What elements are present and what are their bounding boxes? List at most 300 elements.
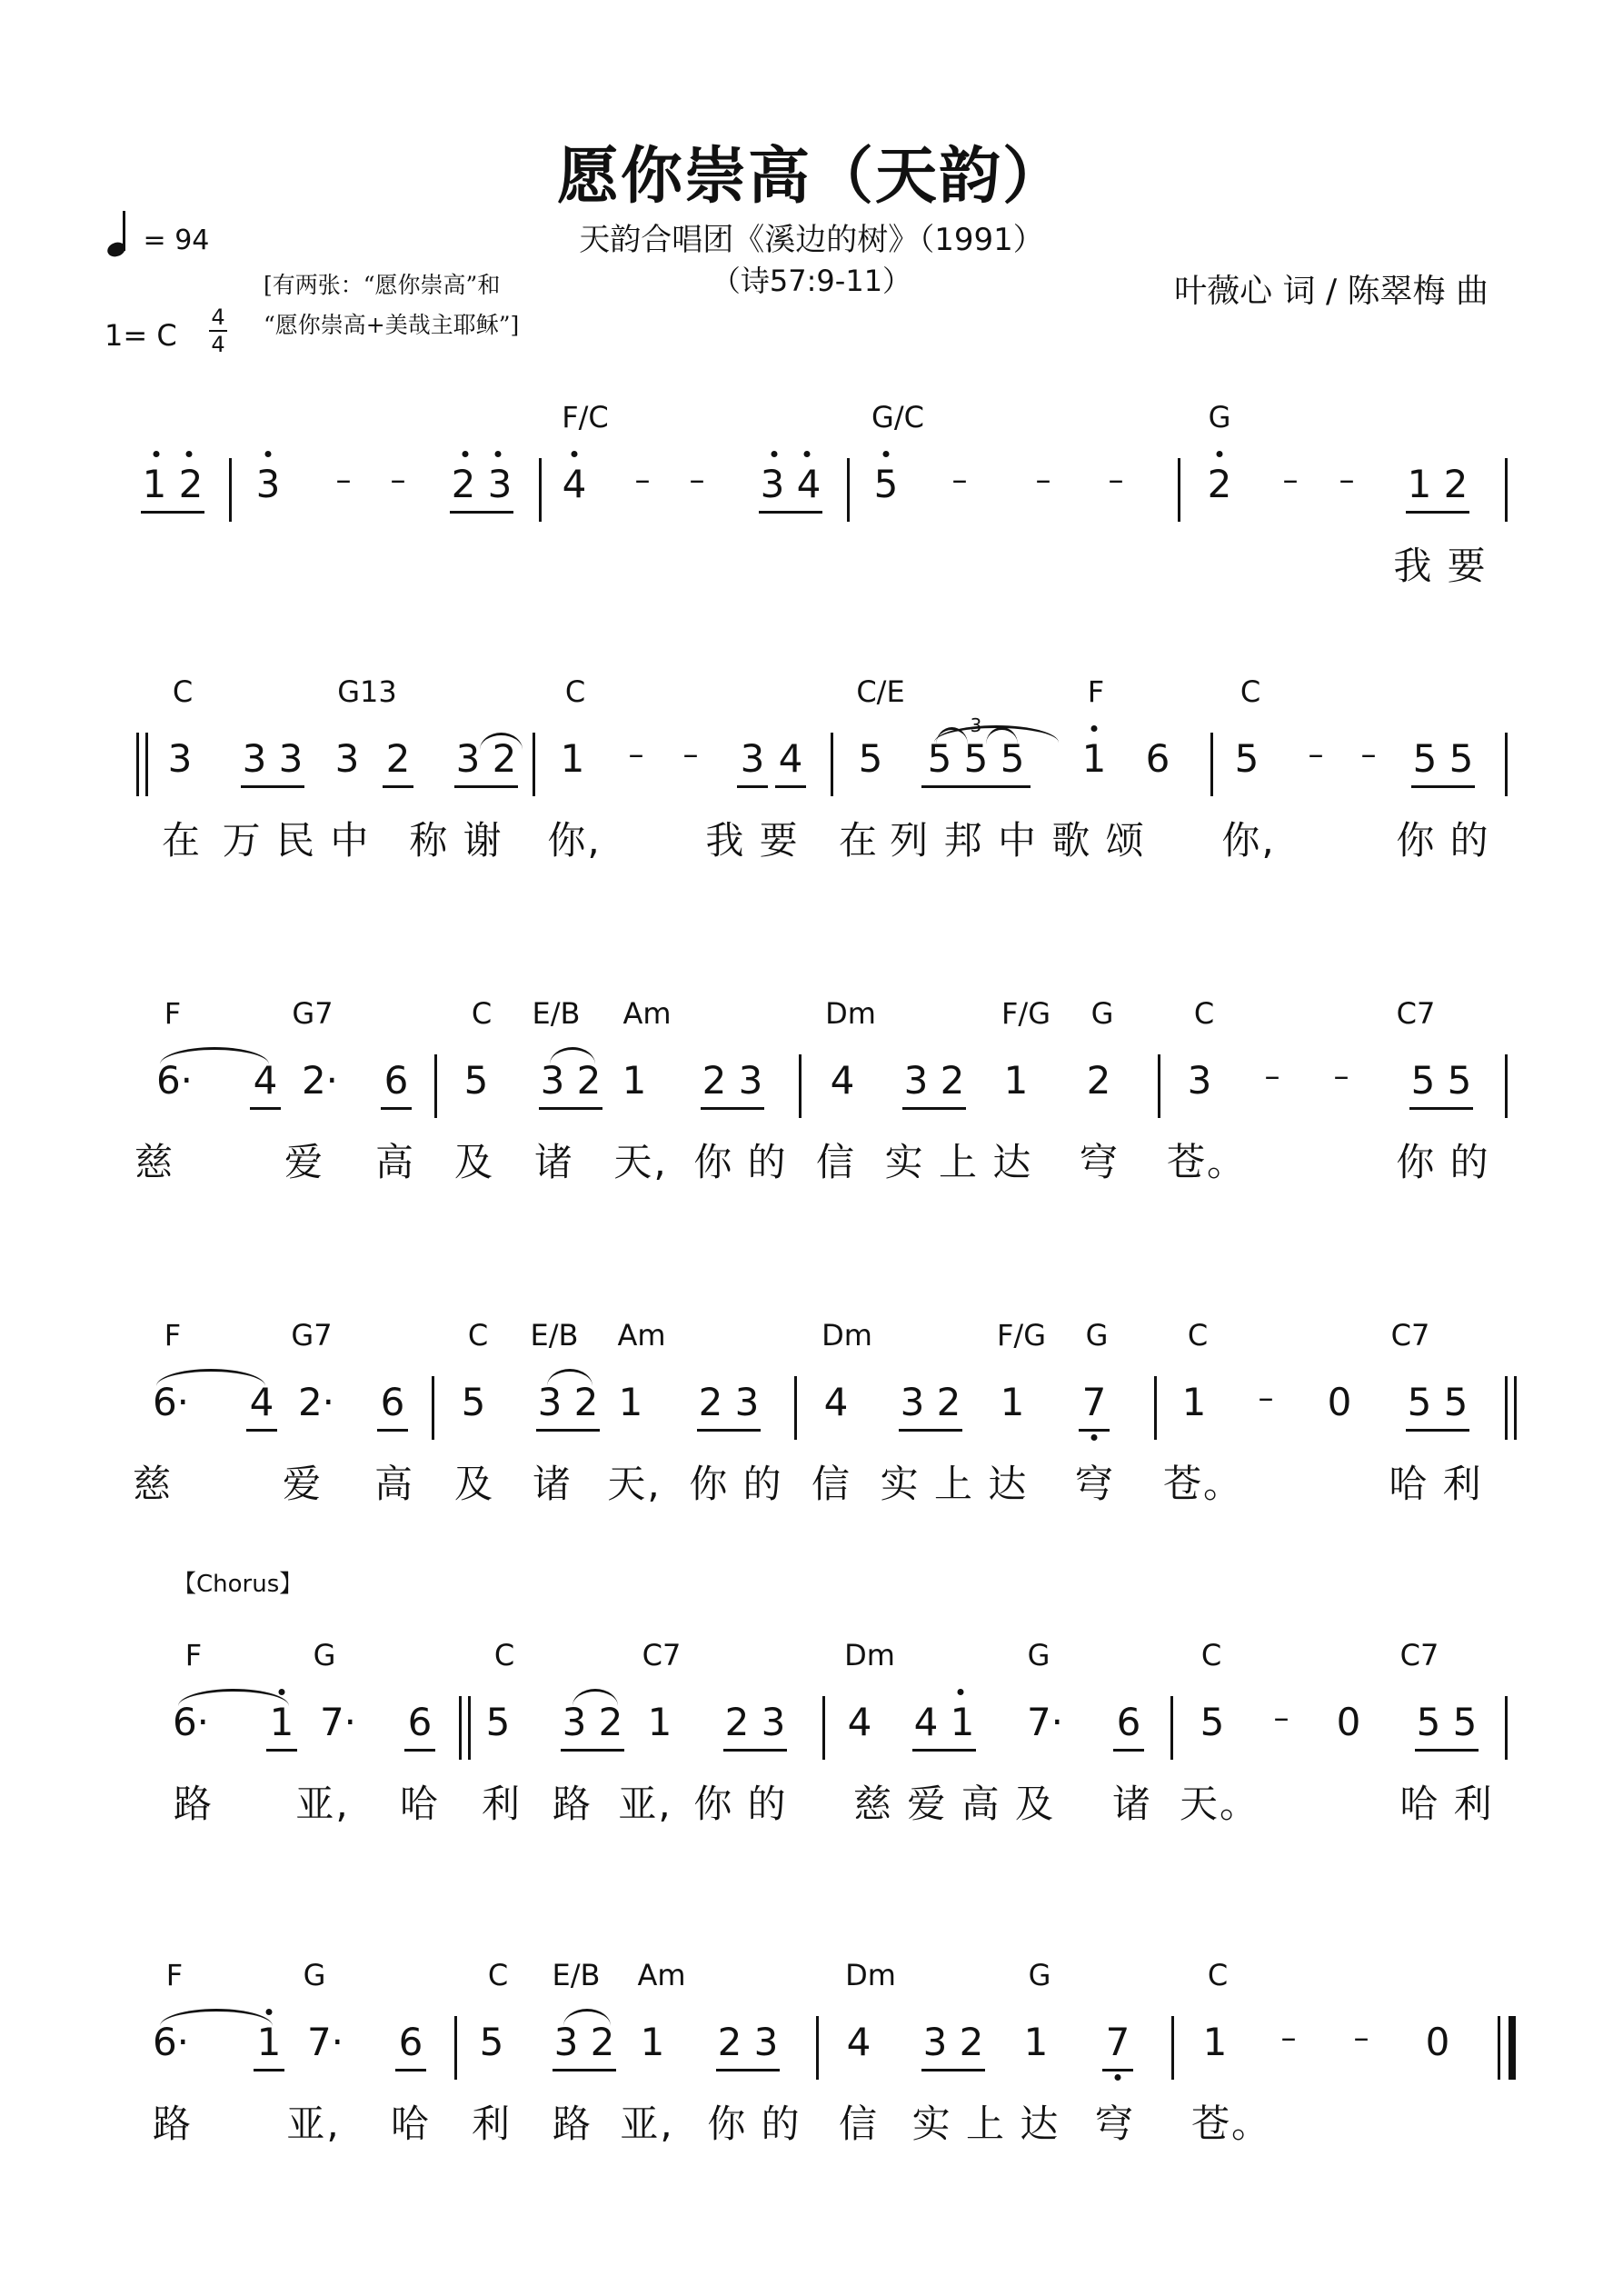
chord-symbol: C [1193,996,1215,1031]
lyric-text: 哈 利 [1399,1782,1494,1826]
note-number: 5 [1234,736,1260,781]
dash-extension: – [951,462,968,498]
octave-high-dot [495,451,502,457]
dash-extension: – [628,736,644,773]
dash-extension: – [634,462,651,498]
eighth-note-underline [377,1429,408,1432]
lyric-text: 我 要 [1393,544,1488,588]
slur-arc [160,1047,269,1064]
dash-extension: – [682,736,699,773]
note-number: 7 [1081,1380,1107,1424]
note-number: 5 5 [1416,1700,1478,1744]
note-number: 2· [301,1058,339,1103]
note-number: 0 [1336,1700,1361,1744]
barline [847,458,850,522]
eighth-note-underline [1406,511,1469,514]
note-number: 3 2 [553,2020,615,2064]
score-row-1 [0,400,1623,700]
chord-symbol: C/E [856,674,905,709]
note-number: 6· [152,1380,190,1424]
slur-arc [480,733,523,750]
eighth-note-underline [454,785,518,788]
octave-high-dot [186,451,193,457]
eighth-note-underline [1113,1749,1144,1752]
octave-low-dot [1115,2074,1121,2081]
lyric-text: 称 谢 [409,818,503,863]
note-number: 2 [1207,462,1232,506]
time-signature-bottom: 4 [211,332,225,357]
note-number: 4 [249,1380,274,1424]
note-number: 3 3 [242,736,304,781]
note-number: 3 2 [540,1058,602,1103]
lyric-text: 你 的 [1396,818,1490,863]
dash-extension: – [1258,1380,1274,1416]
note-number: 5 [463,1058,489,1103]
chord-symbol: G [1027,1638,1050,1672]
dash-extension: – [1273,1700,1289,1736]
dash-extension: – [1333,1058,1349,1094]
chord-symbol: G [1028,1958,1051,1992]
eighth-note-underline [241,785,304,788]
note-number: 2· [297,1380,335,1424]
lyric-text: 亚, [286,2101,341,2146]
note-number: 1 2 [142,462,204,506]
quarter-note-icon [107,211,134,256]
dash-extension: – [1360,736,1377,773]
note-number: 5 5 [1412,736,1474,781]
lyric-text: 爱 [284,1140,325,1184]
song-title: 愿你崇高（天韵） [556,141,1066,213]
barline [533,733,535,796]
lyric-text: 慈 [134,1140,175,1184]
note-number: 4 [830,1058,855,1103]
octave-high-dot [279,1689,285,1695]
lyric-text: 你 的 [693,1140,788,1184]
dash-extension: – [335,462,352,498]
note-number: 1 [1202,2020,1228,2064]
note-number: 2 3 [724,1700,786,1744]
octave-low-dot [1091,1434,1098,1441]
note-number: 7· [306,2020,344,2064]
lyric-text: 哈 [390,2101,432,2146]
eighth-note-underline [921,785,1031,788]
barline [1171,2016,1174,2080]
note-number: 7 [1105,2020,1130,2064]
lyric-text: 实 上 达 [880,1462,1029,1506]
barline [468,1696,471,1760]
lyric-text: 信 [811,1462,852,1506]
lyric-text: 高 [374,1140,416,1184]
chord-symbol: G [1208,400,1231,434]
note-number: 3 2 [922,2020,984,2064]
barline [1505,1054,1508,1118]
note-number: 4 [562,462,587,506]
eighth-note-underline [759,511,822,514]
lyric-text: 信 [815,1140,857,1184]
barline [1505,733,1508,796]
note-number: 7· [319,1700,357,1744]
note-number: 7· [1026,1700,1064,1744]
dash-extension: – [1353,2020,1369,2056]
note-number: 2 [1086,1058,1111,1103]
note-number: 4 [846,2020,871,2064]
slur-arc [160,2009,273,2026]
lyric-text: 天, [613,1140,668,1184]
slur-arc [550,1047,595,1064]
lyric-text: 诸 [532,1462,573,1506]
eighth-note-underline [1409,1107,1473,1110]
barline [1505,458,1508,522]
chord-symbol: Dm [825,996,876,1031]
chord-symbol: F [165,1958,184,1992]
note-number: 3 2 [455,736,517,781]
barline [229,458,232,522]
octave-high-dot [572,451,578,457]
eighth-note-underline [899,1429,962,1432]
chord-symbol: Dm [845,1958,896,1992]
lyric-text: 你 的 [707,2101,802,2146]
eighth-note-underline [697,1429,761,1432]
chord-symbol: C [1187,1318,1209,1353]
eighth-note-underline [737,785,768,788]
chord-symbol: G [1090,996,1114,1031]
barline [1158,1054,1160,1118]
eighth-note-underline [1411,785,1475,788]
lyric-text: 穹 [1079,1140,1120,1184]
chord-symbol: F [184,1638,203,1672]
eighth-note-underline [383,785,413,788]
lyric-text: 利 [471,2101,513,2146]
final-barline [1508,2016,1516,2080]
barline [822,1696,825,1760]
dash-extension: – [1280,2020,1297,2056]
lyric-text: 苍。 [1190,2101,1272,2146]
chord-symbol: G7 [291,1318,333,1353]
note-number: 1 [1181,1380,1207,1424]
version-note [264,265,519,345]
lyric-text: 路 [173,1782,214,1826]
lyric-text: 诸 [1111,1782,1153,1826]
lyric-text: 路 [552,2101,593,2146]
barline [1154,1376,1157,1440]
eighth-note-underline [912,1749,976,1752]
chord-symbol: C7 [1396,996,1436,1031]
note-number: 5 [1200,1700,1225,1744]
chord-symbol: C [493,1638,515,1672]
barline [816,2016,819,2080]
section-label: 【Chorus】 [173,1571,304,1598]
note-number: 1 [269,1700,294,1744]
dash-extension: – [1035,462,1051,498]
octave-high-dot [1091,725,1098,732]
dash-extension: – [1108,462,1124,498]
dash-extension: – [689,462,705,498]
barline [799,1054,802,1118]
note-number: 1 [560,736,585,781]
note-number: 3 4 [760,462,821,506]
lyric-text: 亚, [295,1782,350,1826]
lyric-text: 你, [547,818,602,863]
note-number: 3 2 [900,1380,961,1424]
note-number: 5 [479,2020,504,2064]
chord-symbol: C [487,1958,509,1992]
barline [1170,1696,1173,1760]
chord-symbol: F/G [997,1318,1046,1353]
lyric-text: 亚, [620,2101,674,2146]
note-number: 6· [155,1058,194,1103]
chord-symbol: C [471,996,493,1031]
barline [1210,733,1213,796]
slur-arc [573,1689,618,1706]
lyric-text: 亚, [618,1782,672,1826]
note-number: 1 [618,1380,643,1424]
lyric-text: 路 [552,1782,593,1826]
lyric-text: 万 民 中 [222,818,371,863]
lyric-text: 慈 爱 高 及 [852,1782,1056,1826]
credits: 叶薇心 词 / 陈翠梅 曲 [1174,273,1489,310]
chord-symbol: C7 [642,1638,682,1672]
slur-arc [156,1369,265,1386]
score-row-3 [0,996,1623,1296]
eighth-note-underline [381,1107,412,1110]
eighth-note-underline [921,2069,985,2071]
note-number: 1 [1081,736,1107,781]
version-note-line-1: [有两张：“愿你崇高”和 [264,272,501,298]
note-number: 6 [383,1058,409,1103]
key-signature: 1= C [105,318,177,353]
lyric-text: 高 [373,1462,415,1506]
score-row-4 [0,1318,1623,1618]
octave-high-dot [463,451,469,457]
eighth-note-underline [1102,2069,1133,2071]
lyric-text: 我 要 [705,818,800,863]
octave-high-dot [265,451,272,457]
note-number: 0 [1425,2020,1450,2064]
lyric-text: 信 [838,2101,880,2146]
octave-high-dot [772,451,778,457]
barline [1505,1376,1508,1440]
note-number: 1 2 [1407,462,1469,506]
lyric-text: 你 的 [693,1782,788,1826]
eighth-note-underline [716,2069,780,2071]
dash-extension: – [390,462,406,498]
barline [831,733,833,796]
chord-symbol: C7 [1399,1638,1439,1672]
eighth-note-underline [1415,1749,1479,1752]
barline [145,733,148,796]
score-row-5 [0,1638,1623,1938]
barline [539,458,542,522]
barline [1498,2016,1500,2080]
octave-high-dot [804,451,811,457]
dash-extension: – [1282,462,1299,498]
note-number: 5 5 [1407,1380,1469,1424]
chord-symbol: Dm [821,1318,872,1353]
eighth-note-underline [536,1429,600,1432]
note-number: 5 [858,736,883,781]
note-number: 6 [1145,736,1170,781]
chord-symbol: G [313,1638,336,1672]
note-number: 5 5 [1410,1058,1472,1103]
scripture-reference: （诗57:9-11） [711,264,912,298]
note-number: 6 [398,2020,423,2064]
barline [794,1376,797,1440]
lyric-text: 在 [161,818,203,863]
octave-high-dot [154,451,160,457]
chord-symbol: C [1200,1638,1222,1672]
lyric-text: 穹 [1094,2101,1136,2146]
note-number: 5 [485,1700,511,1744]
octave-high-dot [1217,451,1223,457]
eighth-note-underline [266,1749,297,1752]
lyric-text: 实 上 达 [884,1140,1033,1184]
lyric-text: 爱 [282,1462,324,1506]
chord-symbol: F/C [562,400,609,434]
barline [454,2016,457,2080]
time-signature [209,305,227,356]
chord-symbol: G13 [337,674,397,709]
score-row-2 [0,674,1623,974]
note-number: 3 [334,736,360,781]
triplet-number: 3 [970,714,982,736]
chord-symbol: C [172,674,194,709]
score-row-6 [0,1958,1623,2258]
eighth-note-underline [395,2069,426,2071]
chord-symbol: E/B [532,996,581,1031]
lyric-text: 天。 [1179,1782,1260,1826]
slur-arc [178,1689,289,1706]
note-number: 5 [461,1380,486,1424]
eighth-note-underline [254,2069,284,2071]
barline [1178,458,1180,522]
note-number: 6 [380,1380,405,1424]
lyric-text: 及 [453,1462,495,1506]
barline [136,733,139,796]
eighth-note-underline [1079,1429,1110,1432]
octave-high-dot [958,1689,964,1695]
chord-symbol: F [1087,674,1105,709]
chord-symbol: Am [617,1318,666,1353]
note-number: 1 [647,1700,672,1744]
slur-arc [547,1369,592,1386]
note-number: 6· [172,1700,210,1744]
note-number: 6 [1116,1700,1141,1744]
note-number: 4 [823,1380,849,1424]
eighth-note-underline [1406,1429,1469,1432]
chord-symbol: Am [637,1958,686,1992]
octave-high-dot [266,2009,273,2015]
eighth-note-underline [404,1749,435,1752]
chord-symbol: E/B [530,1318,579,1353]
note-number: 3 2 [562,1700,623,1744]
note-number: 3 [167,736,193,781]
eighth-note-underline [246,1429,277,1432]
note-number: 2 3 [717,2020,779,2064]
note-number: 3 2 [903,1058,965,1103]
lyric-text: 诸 [533,1140,575,1184]
note-number: 3 2 [537,1380,599,1424]
barline [1505,1696,1508,1760]
lyric-text: 穹 [1074,1462,1116,1506]
chord-symbol: C [564,674,586,709]
note-number: 3 [740,736,765,781]
lyric-text: 及 [453,1140,495,1184]
chord-symbol: Dm [844,1638,895,1672]
barline [1514,1376,1517,1440]
note-number: 1 [1003,1058,1029,1103]
chord-symbol: C7 [1390,1318,1430,1353]
note-number: 4 [778,736,803,781]
chord-symbol: F [164,1318,182,1353]
lyric-text: 慈 [132,1462,174,1506]
note-number: 1 [640,2020,665,2064]
eighth-note-underline [450,511,513,514]
note-number: 6· [152,2020,190,2064]
note-number: 6 [407,1700,433,1744]
barline [434,1054,437,1118]
chord-symbol: C [467,1318,489,1353]
note-number: 1 [256,2020,282,2064]
version-note-line-2: “愿你崇高+美哉主耶稣”] [264,312,520,338]
note-number: 5 5 5 [927,736,1025,781]
chord-symbol: E/B [552,1958,601,1992]
time-signature-top: 4 [211,304,225,330]
eighth-note-underline [902,1107,966,1110]
lyric-text: 实 上 达 [911,2101,1060,2146]
tempo-value: = 94 [143,225,210,256]
chord-symbol: F/G [1001,996,1050,1031]
barline [459,1696,462,1760]
eighth-note-underline [539,1107,602,1110]
dash-extension: – [1308,736,1324,773]
note-number: 5 [873,462,899,506]
eighth-note-underline [553,2069,616,2071]
chord-symbol: Am [622,996,672,1031]
note-number: 1 [622,1058,647,1103]
note-number: 2 3 [451,462,513,506]
lyric-text: 天, [607,1462,662,1506]
eighth-note-underline [141,511,204,514]
eighth-note-underline [701,1107,764,1110]
chord-symbol: C [1207,1958,1229,1992]
lyric-text: 在 [838,818,880,863]
note-number: 2 3 [702,1058,763,1103]
chord-symbol: F [164,996,182,1031]
note-number: 2 [385,736,411,781]
slur-arc [563,2009,611,2026]
chord-symbol: G/C [871,400,924,434]
lyric-text: 哈 利 [1389,1462,1483,1506]
chord-symbol: C [1240,674,1261,709]
note-number: 0 [1327,1380,1352,1424]
lyric-text: 苍。 [1166,1140,1248,1184]
note-number: 4 [847,1700,872,1744]
chord-symbol: G7 [292,996,334,1031]
note-number: 4 [253,1058,278,1103]
note-number: 1 [1023,2020,1049,2064]
lyric-text: 列 邦 中 歌 颂 [890,818,1146,863]
eighth-note-underline [723,1749,787,1752]
chord-symbol: G [1085,1318,1109,1353]
note-number: 1 [1000,1380,1025,1424]
lyric-text: 你 的 [1396,1140,1490,1184]
lyric-text: 你, [1221,818,1276,863]
tempo-marking [107,211,209,256]
dash-extension: – [1339,462,1355,498]
note-number: 2 3 [698,1380,760,1424]
lyric-text: 路 [152,2101,194,2146]
octave-high-dot [883,451,890,457]
